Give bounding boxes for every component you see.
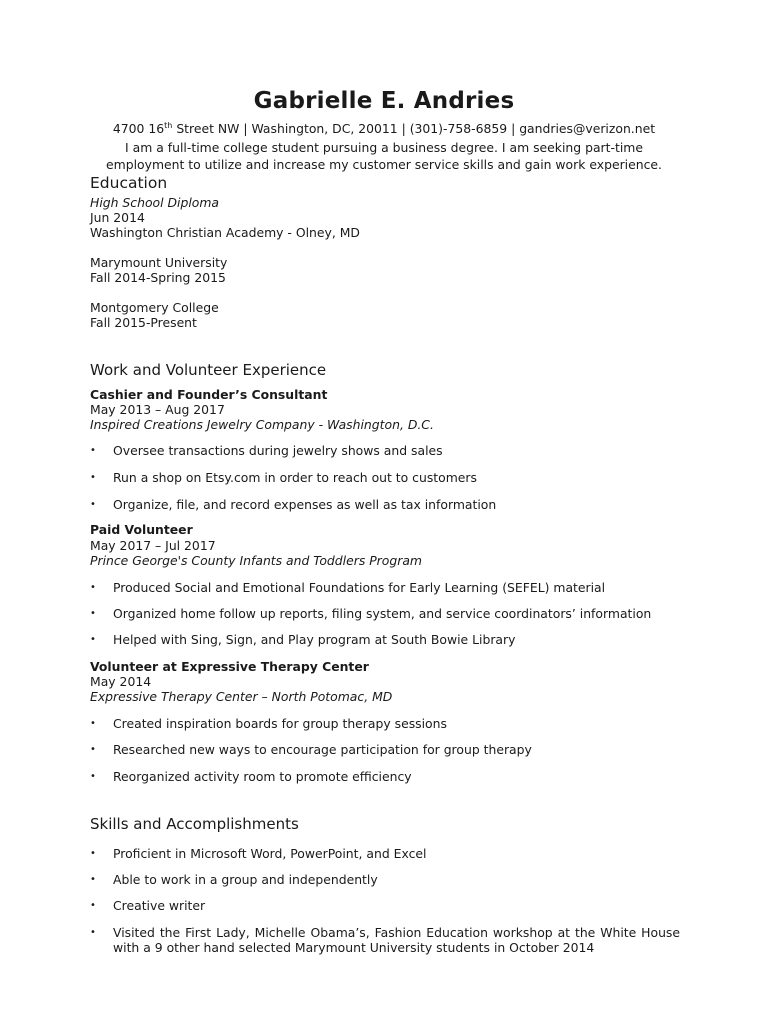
job-organization: Prince George's County Infants and Toddlers Program (90, 553, 422, 568)
list-item-text: Run a shop on Etsy.com in order to reach out to customers (113, 470, 477, 485)
bullet-icon: • (90, 582, 96, 593)
skills-heading: Skills and Accomplishments (90, 815, 299, 833)
job-dates: May 2013 – Aug 2017 (90, 402, 225, 417)
resume-name: Gabrielle E. Andries (253, 88, 515, 114)
bullet-icon: • (90, 445, 96, 456)
job-organization: Expressive Therapy Center – North Potomac, MD (90, 689, 393, 704)
contact-details: Street NW | Washington, DC, 20011 | (301)-758-6859 | gandries@verizon.net (172, 121, 656, 137)
list-item (90, 925, 680, 955)
bullet-icon: • (90, 634, 96, 645)
address-number: 4700 16 (112, 121, 165, 137)
list-item-text: Creative writer (113, 898, 206, 913)
job-organization: Inspired Creations Jewelry Company - Washington, D.C. (90, 417, 434, 432)
job-title: Volunteer at Expressive Therapy Center (90, 659, 369, 674)
objective-statement: I am a full-time college student pursuing a business degree. I am seeking part-time employment to utilize and increase my customer service skills and gain work experience. (106, 140, 662, 172)
list-item-text: Visited the First Lady, Michelle Obama’s, Fashion Education workshop at the White House with a 9 other hand selected Marymount University students in October 2014 (113, 925, 680, 955)
bullet-icon: • (90, 771, 96, 782)
list-item-text: Oversee transactions during jewelry shows and sales (113, 443, 443, 458)
list-item-text: Created inspiration boards for group therapy sessions (113, 716, 447, 731)
job-title: Paid Volunteer (90, 522, 193, 537)
list-item-text: Researched new ways to encourage participation for group therapy (113, 742, 532, 757)
list-item-text: Helped with Sing, Sign, and Play program at South Bowie Library (113, 632, 516, 647)
job-dates: May 2014 (90, 674, 152, 689)
list-item-text: Proficient in Microsoft Word, PowerPoint, and Excel (113, 846, 427, 861)
bullet-icon: • (90, 472, 96, 483)
job-dates: May 2017 – Jul 2017 (90, 538, 216, 553)
list-item-text: Reorganized activity room to promote efficiency (113, 769, 412, 784)
bullet-icon: • (90, 900, 96, 911)
education-date: Jun 2014 (90, 210, 145, 225)
list-item-text: Able to work in a group and independently (113, 872, 378, 887)
education-school: Washington Christian Academy - Olney, MD (90, 225, 360, 240)
bullet-icon: • (90, 744, 96, 755)
education-date: Fall 2014-Spring 2015 (90, 270, 226, 285)
bullet-icon: • (90, 499, 96, 510)
education-degree: High School Diploma (90, 195, 220, 210)
bullet-icon: • (90, 874, 96, 885)
list-item-text: Organized home follow up reports, filing system, and service coordinators’ information (113, 606, 652, 621)
work-heading: Work and Volunteer Experience (90, 361, 327, 379)
job-title: Cashier and Founder’s Consultant (90, 387, 328, 402)
education-date: Fall 2015-Present (90, 315, 197, 330)
education-school: Marymount University (90, 255, 228, 270)
list-item-text: Organize, file, and record expenses as well as tax information (113, 497, 497, 512)
education-school: Montgomery College (90, 300, 219, 315)
bullet-icon: • (90, 718, 96, 729)
bullet-icon: • (90, 608, 96, 619)
bullet-icon: • (90, 927, 96, 938)
list-item-text: Produced Social and Emotional Foundations for Early Learning (SEFEL) material (113, 580, 606, 595)
education-heading: Education (90, 174, 168, 192)
contact-line (0, 121, 768, 136)
bullet-icon: • (90, 848, 96, 859)
address-ordinal: th (164, 121, 173, 130)
